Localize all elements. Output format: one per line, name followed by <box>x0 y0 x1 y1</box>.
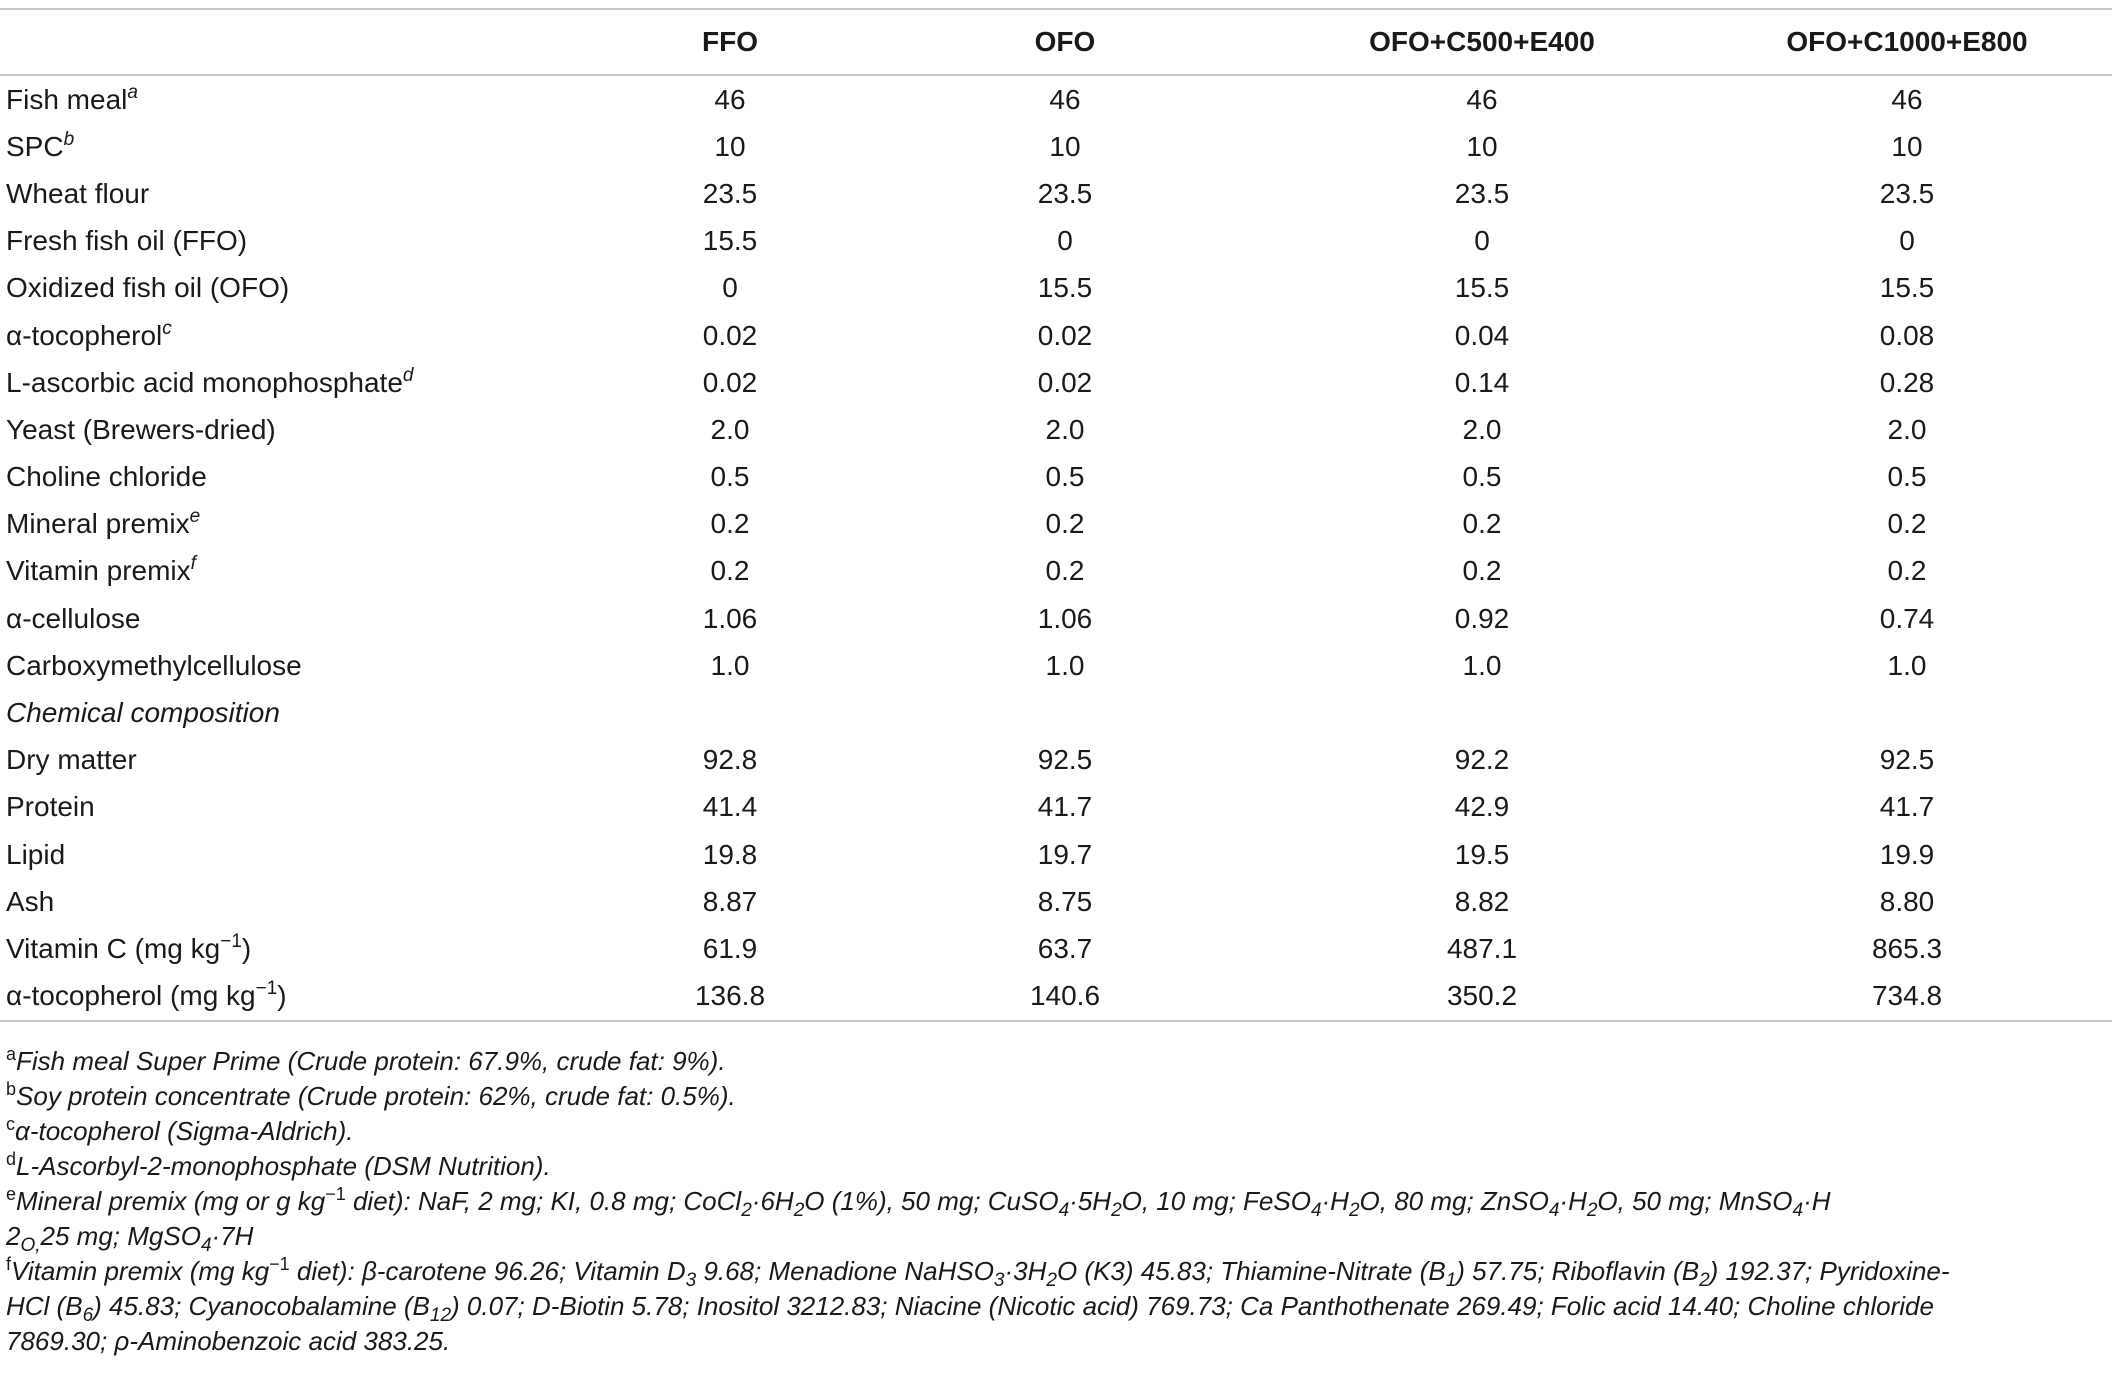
footnotes <box>6 1044 2106 1359</box>
footnote-text: Fish meal Super Prime (Crude protein: 67.9%, crude fat: 9%). <box>16 1046 726 1076</box>
footnote-mark: b <box>63 128 75 150</box>
fn-part: ·H <box>1559 1186 1587 1216</box>
cell: 8.82 <box>1454 885 1510 917</box>
fn-part: O (K3) 45.83; Thiamine-Nitrate (B <box>1056 1256 1446 1286</box>
fn-sub: 2 <box>741 1200 752 1221</box>
cell: 10 <box>1049 130 1081 162</box>
section-row <box>0 689 2112 736</box>
table-row <box>0 454 2112 501</box>
footnote-text: L-Ascorbyl-2-monophosphate (DSM Nutrition). <box>16 1151 551 1181</box>
cell: 92.5 <box>1879 744 1935 776</box>
cell: 63.7 <box>1037 932 1093 964</box>
cell: 0.2 <box>1045 508 1085 540</box>
fn-sub: 3 <box>685 1270 697 1291</box>
fn-part: ·H <box>1803 1186 1831 1216</box>
row-label <box>0 548 592 595</box>
table-row <box>0 737 2112 784</box>
table-header-row <box>0 9 2112 75</box>
table-row <box>0 878 2112 925</box>
fn-part: 7869.30; ρ-Aminobenzoic acid 383.25. <box>6 1326 451 1356</box>
cell: 1.06 <box>702 602 758 634</box>
diet-composition-table <box>0 8 2112 1022</box>
table-row <box>0 501 2112 548</box>
fn-sub: 4 <box>1310 1200 1322 1221</box>
section-label: Chemical composition <box>6 697 280 729</box>
fn-part: 2 <box>6 1221 21 1251</box>
row-label-tail: ) <box>241 932 252 964</box>
cell: 136.8 <box>694 980 766 1012</box>
unit-exponent: −1 <box>220 930 242 952</box>
cell: 0.5 <box>1045 461 1085 493</box>
footnote-f <box>6 1254 2106 1359</box>
fn-part: HCl (B <box>6 1291 83 1321</box>
table-row <box>0 548 2112 595</box>
table-row <box>0 831 2112 878</box>
row-label: Protein <box>6 791 95 823</box>
table-row <box>0 123 2112 170</box>
header-ffo: FFO <box>592 9 868 75</box>
row-label-text: SPC <box>6 130 64 162</box>
fn-part: ·H <box>1321 1186 1349 1216</box>
footnote-c <box>6 1114 2106 1149</box>
cell: 19.9 <box>1879 838 1935 870</box>
fn-sub: 3 <box>993 1270 1005 1291</box>
cell: 8.80 <box>1879 885 1935 917</box>
fn-part: O (1%), 50 mg; CuSO <box>804 1186 1059 1216</box>
cell: 0.5 <box>1887 461 1927 493</box>
table-row <box>0 925 2112 972</box>
cell: 0.02 <box>1037 319 1093 351</box>
row-label <box>0 925 592 972</box>
fn-part: Mineral premix (mg or g kg <box>16 1186 326 1216</box>
footnote-a <box>6 1044 2106 1079</box>
cell: 350.2 <box>1446 980 1518 1012</box>
cell: 23.5 <box>702 177 758 209</box>
cell: 23.5 <box>1879 177 1935 209</box>
fn-part: O, 80 mg; ZnSO <box>1359 1186 1549 1216</box>
row-label-text: Vitamin premix <box>6 555 191 587</box>
cell: 865.3 <box>1871 932 1943 964</box>
footnote-b <box>6 1079 2106 1114</box>
cell: 23.5 <box>1037 177 1093 209</box>
fn-part: ) 192.37; Pyridoxine- <box>1709 1256 1950 1286</box>
table-row <box>0 406 2112 453</box>
cell: 0.02 <box>702 319 758 351</box>
fn-sub: 4 <box>1058 1200 1070 1221</box>
cell: 46 <box>1891 83 1923 115</box>
row-label: Wheat flour <box>6 177 150 209</box>
cell: 0.2 <box>1462 508 1502 540</box>
table-row <box>0 265 2112 312</box>
cell: 0.5 <box>710 461 750 493</box>
fn-part: 25 mg; MgSO <box>40 1221 201 1251</box>
cell: 19.7 <box>1037 838 1093 870</box>
unit-exponent: −1 <box>255 978 278 1000</box>
fn-sub: 2 <box>1699 1270 1710 1291</box>
cell: 46 <box>1466 83 1498 115</box>
footnote-mark: c <box>162 317 172 339</box>
table-row <box>0 312 2112 359</box>
fn-sub: 2 <box>1586 1200 1598 1221</box>
fn-part: ·7H <box>211 1221 254 1251</box>
fn-sup: −1 <box>325 1184 346 1204</box>
row-label <box>0 75 592 123</box>
table-row <box>0 642 2112 689</box>
cell: 140.6 <box>1029 980 1101 1012</box>
cell: 92.5 <box>1037 744 1093 776</box>
cell: 0.5 <box>1462 461 1502 493</box>
row-label <box>0 359 592 406</box>
fn-sub: 2 <box>1348 1200 1360 1221</box>
cell: 0.04 <box>1454 319 1510 351</box>
fn-part: O, 50 mg; MnSO <box>1597 1186 1793 1216</box>
cell: 42.9 <box>1454 791 1510 823</box>
fn-sub: 12 <box>429 1305 452 1326</box>
fn-part: ) 45.83; Cyanocobalamine (B <box>93 1291 430 1321</box>
cell: 8.87 <box>702 885 758 917</box>
row-label: α-cellulose <box>6 602 141 634</box>
cell: 0 <box>722 272 738 304</box>
cell: 41.7 <box>1037 791 1093 823</box>
row-label-text: Mineral premix <box>6 508 190 540</box>
cell: 23.5 <box>1454 177 1510 209</box>
cell: 1.06 <box>1037 602 1093 634</box>
row-label: Ash <box>6 885 55 917</box>
cell: 0.14 <box>1454 366 1510 398</box>
cell: 0.74 <box>1879 602 1935 634</box>
table-row <box>0 170 2112 217</box>
fn-part: ) 57.75; Riboflavin (B <box>1456 1256 1700 1286</box>
row-label-text: Vitamin C (mg kg <box>6 932 221 964</box>
cell: 1.0 <box>1887 649 1927 681</box>
footnote-mark: c <box>6 1114 15 1134</box>
fn-sup: −1 <box>269 1254 290 1274</box>
row-label <box>0 973 592 1021</box>
row-label-tail: ) <box>277 980 287 1012</box>
fn-part: O, 10 mg; FeSO <box>1121 1186 1311 1216</box>
cell: 0.2 <box>1887 555 1927 587</box>
footnote-mark: f <box>6 1254 12 1274</box>
footnote-mark: a <box>6 1044 17 1064</box>
footnote-mark: b <box>6 1079 17 1099</box>
cell: 1.0 <box>1462 649 1502 681</box>
fn-part: diet): NaF, 2 mg; KI, 0.8 mg; CoCl <box>345 1186 742 1216</box>
row-label-text: L-ascorbic acid monophosphate <box>6 366 403 398</box>
fn-sub: 2 <box>1111 1200 1122 1221</box>
row-label: Choline chloride <box>6 461 207 493</box>
footnote-text: Soy protein concentrate (Crude protein: 62%, crude fat: 0.5%). <box>16 1081 736 1111</box>
cell: 0.02 <box>1037 366 1093 398</box>
cell: 41.4 <box>702 791 758 823</box>
cell: 734.8 <box>1871 980 1943 1012</box>
cell: 2.0 <box>710 413 750 445</box>
cell: 1.0 <box>1045 649 1085 681</box>
cell: 0.28 <box>1879 366 1935 398</box>
cell: 15.5 <box>1879 272 1935 304</box>
footnote-e <box>6 1184 2106 1254</box>
cell: 19.5 <box>1454 838 1510 870</box>
footnote-mark: d <box>6 1149 17 1169</box>
cell: 92.2 <box>1454 744 1510 776</box>
table-row <box>0 595 2112 642</box>
cell: 2.0 <box>1462 413 1502 445</box>
cell: 0.08 <box>1879 319 1935 351</box>
header-ofo-c500-e400: OFO+C500+E400 <box>1262 9 1702 75</box>
header-ofo: OFO <box>868 9 1262 75</box>
cell: 46 <box>714 83 746 115</box>
footnote-text <box>6 1184 1831 1256</box>
fn-sub: 4 <box>1548 1200 1560 1221</box>
fn-sub: 1 <box>1445 1270 1457 1291</box>
cell: 1.0 <box>710 649 750 681</box>
footnote-mark: a <box>127 81 138 103</box>
cell: 0.2 <box>710 508 750 540</box>
row-label: Carboxymethylcellulose <box>6 649 302 681</box>
cell: 487.1 <box>1446 932 1518 964</box>
table-row <box>0 784 2112 831</box>
cell: 0.2 <box>1887 508 1927 540</box>
fn-sub: O, <box>20 1235 41 1256</box>
row-label: Lipid <box>6 838 66 870</box>
fn-part: ·5H <box>1069 1186 1112 1216</box>
cell: 15.5 <box>1454 272 1510 304</box>
row-label: Dry matter <box>6 744 137 776</box>
cell: 0 <box>1474 225 1490 257</box>
footnote-mark: e <box>189 506 201 528</box>
table-row <box>0 973 2112 1021</box>
header-blank <box>0 9 592 75</box>
cell: 0 <box>1899 225 1915 257</box>
cell: 61.9 <box>702 932 758 964</box>
cell: 19.8 <box>702 838 758 870</box>
fn-part: ·6H <box>751 1186 794 1216</box>
fn-part: 9.68; Menadione NaHSO <box>696 1256 994 1286</box>
fn-part: ) 0.07; D-Biotin 5.78; Inositol 3212.83; Niacine (Nicotic acid) 769.73; Ca Panthothenate 269.49; Folic acid 14.40; Choline chloride <box>451 1291 1934 1321</box>
table-row <box>0 359 2112 406</box>
cell: 0.2 <box>710 555 750 587</box>
row-label-text: α-tocopherol <box>6 319 163 351</box>
fn-sub: 4 <box>1792 1200 1804 1221</box>
cell: 92.8 <box>702 744 758 776</box>
footnote-mark: f <box>190 553 196 575</box>
fn-sub: 2 <box>793 1200 805 1221</box>
cell: 0.2 <box>1045 555 1085 587</box>
footnote-text <box>6 1256 1950 1356</box>
row-label-text: α-tocopherol (mg kg <box>6 980 256 1012</box>
table-row <box>0 75 2112 123</box>
cell: 10 <box>1466 130 1498 162</box>
row-label <box>0 312 592 359</box>
header-ofo-c1000-e800: OFO+C1000+E800 <box>1702 9 2112 75</box>
fn-part: ·3H <box>1004 1256 1047 1286</box>
cell: 8.75 <box>1037 885 1093 917</box>
cell: 2.0 <box>1045 413 1085 445</box>
row-label: Fresh fish oil (FFO) <box>6 225 248 257</box>
cell: 15.5 <box>702 225 758 257</box>
cell: 10 <box>714 130 746 162</box>
cell: 0.02 <box>702 366 758 398</box>
cell: 10 <box>1891 130 1923 162</box>
footnote-text: α-tocopherol (Sigma-Aldrich). <box>15 1116 354 1146</box>
cell: 0.92 <box>1454 602 1510 634</box>
fn-part: Vitamin premix (mg kg <box>11 1256 270 1286</box>
row-label <box>0 501 592 548</box>
cell: 0.2 <box>1462 555 1502 587</box>
row-label: Oxidized fish oil (OFO) <box>6 272 290 304</box>
fn-part: diet): β-carotene 96.26; Vitamin D <box>289 1256 686 1286</box>
footnote-mark: e <box>6 1184 17 1204</box>
cell: 0 <box>1057 225 1073 257</box>
footnote-mark: d <box>402 364 414 386</box>
cell: 2.0 <box>1887 413 1927 445</box>
fn-sub: 4 <box>200 1235 212 1256</box>
row-label-text: Fish meal <box>6 83 128 115</box>
row-label <box>0 123 592 170</box>
table-row <box>0 218 2112 265</box>
footnote-d <box>6 1149 2106 1184</box>
fn-sub: 2 <box>1046 1270 1057 1291</box>
cell: 15.5 <box>1037 272 1093 304</box>
row-label: Yeast (Brewers-dried) <box>6 413 276 445</box>
fn-sub: 6 <box>82 1305 94 1326</box>
cell: 41.7 <box>1879 791 1935 823</box>
cell: 46 <box>1049 83 1081 115</box>
